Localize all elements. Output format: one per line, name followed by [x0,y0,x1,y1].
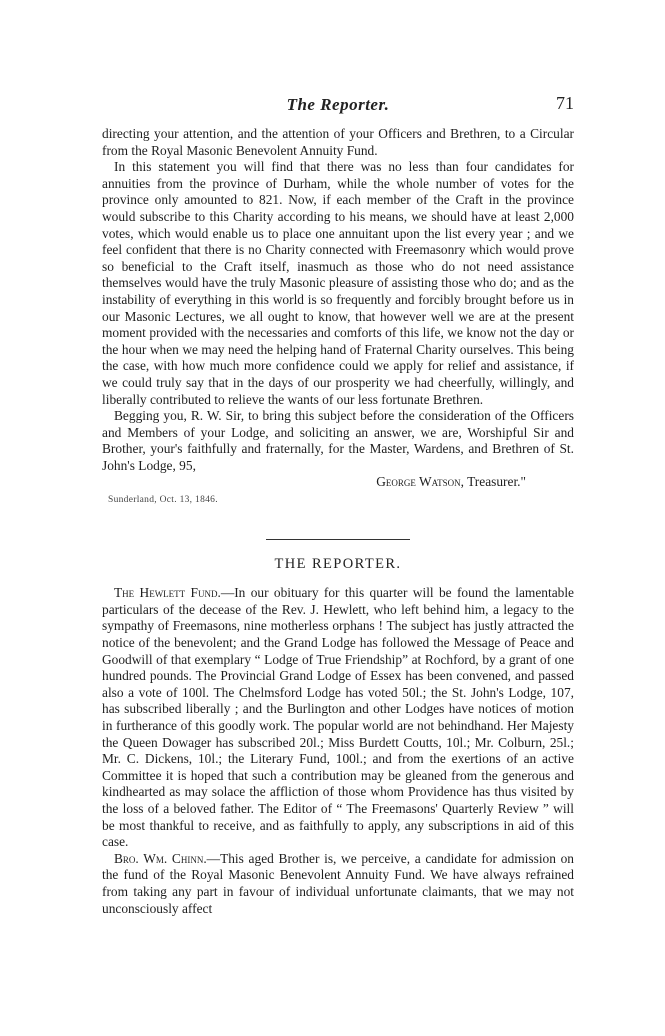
chinn-paragraph [102,851,574,917]
letter-continuation [102,126,574,509]
section-title: THE REPORTER. [274,555,402,572]
page-number: 71 [556,93,574,113]
letter-paragraph-1: directing your attention, and the attention of your Officers and Brethren, to a Circular from the Royal Masonic Benevolent Annuity Fund. [102,126,574,158]
signature-title: Treasurer." [467,474,526,490]
signature-name: George Watson, [376,474,464,490]
page-header [102,95,574,125]
chinn-lead: Bro. Wm. Chinn. [114,850,207,866]
letter-paragraph-3: Begging you, R. W. Sir, to bring this subject before the consideration of the Officers and Members of your Lodge, and soliciting an answer, we are, Worshipful Sir and Brother, your's faithfully and fraternally, for the Master, Wardens, and Brethren of St. John's Lodge, 95, [102,408,574,473]
letter-signature [102,474,574,491]
hewlett-fund-text: —In our obituary for this quarter will be found the lamentable particulars of the decease of the Rev. J. Hewlett, who left behind him, a legacy to the sympathy of Freemasons, nine motherless orphans ! The subject has justly attracted the notice of the benevolent; and the Grand Lodge has followed the Message of Peace and Goodwill of that exemplary “ Lodge of True Friendship” at Rochford, by a grant of one hundred pounds. The Provincial Grand Lodge of Essex has been convened, and passed also a vote of 100l. The Chelmsford Lodge has voted 50l.; the St. John's Lodge, 107, has subscribed liberally ; and the Burlington and other Lodges have notices of motion in furtherance of this goodly work. The popular world are not behindhand. Her Majesty the Queen Dowager has subscribed 20l.; Miss Burdett Coutts, 10l.; Mr. Colburn, 25l.; Mr. C. Dickens, 10l.; the Literary Fund, 100l.; and from the exertions of an active Committee it is hoped that such a contribution may be gleaned from the generous and kindhearted as may solace the affliction of those whom Providence has thus visited by the loss of a beloved father. The Editor of “ The Freemasons' Quarterly Review ” will be most thankful to receive, and as faithfully to apply, any subscriptions in aid of this case. [102,585,574,850]
letter-place-date: Sunderland, Oct. 13, 1846. [108,495,218,506]
page-body [102,126,574,917]
hewlett-fund-paragraph [102,585,574,851]
hewlett-fund-lead: The Hewlett Fund. [114,585,221,601]
running-title: The Reporter. [286,95,390,114]
letter-paragraph-2: In this statement you will find that there was no less than four candidates for annuities from the province of Durham, while the whole number of votes for the province only amounted to 821. Now, if each member of the Craft in the province would subscribe to this Charity according to his means, we should have at least 2,000 votes, which would enable us to place one annuitant upon the list every year ; and we feel confident that there is no Charity connected with Freemasonry which would prove so beneficial to the Craft itself, inasmuch as those who do not need assistance themselves would have the truly Masonic pleasure of assisting those who do; and as the instability of everything in this world is so frequently and forcibly brought before us in our Masonic Lectures, we all ought to know, that however well we are at the present moment provided with the necessaries and comforts of this life, we know not the day or the hour when we may need the helping hand of Fraternal Charity ourselves. This being the case, with how much more confidence could we apply for relief and assistance, if we could truly say that in the days of our prosperity we had cheerfully, willingly, and liberally contributed to relieve the wants of our less fortunate Brethren. [102,159,574,407]
chinn-text: —This aged Brother is, we perceive, a candidate for admission on the fund of the Royal Masonic Benevolent Annuity Fund. We have always refrained from taking any part in favour of individual unfortunate claimants, that we may not unconsciously affect [102,850,575,916]
section-divider [266,539,410,540]
